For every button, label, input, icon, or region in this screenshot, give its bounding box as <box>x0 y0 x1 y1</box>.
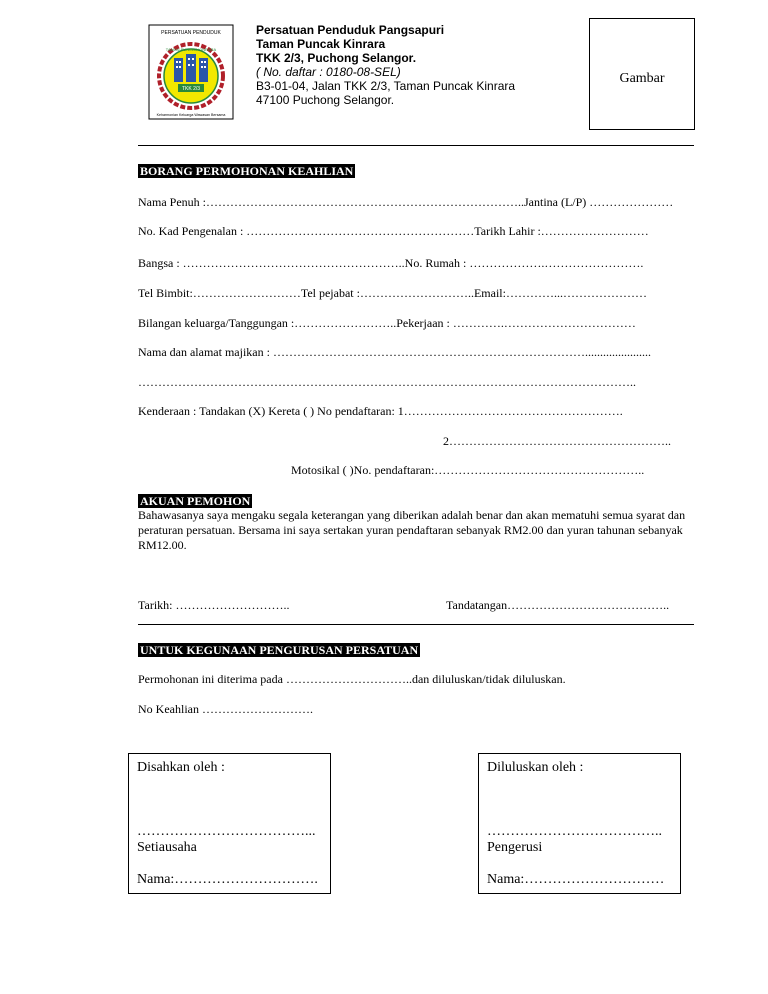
diluluskan-signature-line[interactable]: ……………………………….. <box>487 824 662 839</box>
field-nama-penuh[interactable]: Nama Penuh :……………………………………………………………………..Jantina (L/P) ………………… <box>138 195 674 209</box>
photo-label: Gambar <box>619 71 665 86</box>
field-majikan[interactable]: Nama dan alamat majikan : ……………………………………………………………………...................... <box>138 345 651 359</box>
diluluskan-box <box>478 753 681 894</box>
field-no-keahlian[interactable]: No Keahlian ………………………. <box>138 702 313 716</box>
org-address-line-2: 47100 Puchong Selangor. <box>256 93 395 107</box>
pengurusan-title: UNTUK KEGUNAAN PENGURUSAN PERSATUAN <box>140 643 419 657</box>
logo-graphic <box>148 24 234 120</box>
diluluskan-heading: Diluluskan oleh : <box>487 760 584 775</box>
setiausaha-label: Setiausaha <box>137 840 197 855</box>
pengerusi-label: Pengerusi <box>487 840 543 855</box>
logo-top-text: PERSATUAN PENDUDUK <box>161 30 221 36</box>
field-kenderaan-kereta-2[interactable]: 2……………………………………………….. <box>443 434 671 448</box>
org-address-line-1: B3-01-04, Jalan TKK 2/3, Taman Puncak Kinrara <box>256 79 516 93</box>
logo-bottom-text: Keharmonian Keluarga Wawasan Bersama <box>156 113 226 117</box>
disahkan-box <box>128 753 331 894</box>
field-kenderaan-kereta[interactable]: Kenderaan : Tandakan (X) Kereta ( ) No pendaftaran: 1………………………………………………. <box>138 404 623 418</box>
akuan-title: AKUAN PEMOHON <box>140 494 251 508</box>
association-logo <box>148 24 234 120</box>
field-majikan-continued[interactable]: …………………………………………………………………………………………………………….. <box>138 375 636 389</box>
header-divider <box>138 145 694 146</box>
org-registration: ( No. daftar : 0180-08-SEL) <box>256 65 401 79</box>
org-place: TKK 2/3, Puchong Selangor. <box>256 51 417 65</box>
setiausaha-nama[interactable]: Nama:…………………………. <box>137 872 318 887</box>
field-kad-pengenalan[interactable]: No. Kad Pengenalan : …………………………………………………Tarikh Lahir :……………………… <box>138 224 649 238</box>
akuan-divider <box>138 624 694 625</box>
field-bangsa[interactable]: Bangsa : ………………………………………………..No. Rumah : ……………….……………………. <box>138 256 644 270</box>
field-tandatangan[interactable]: Tandatangan………………………………….. <box>446 598 670 612</box>
disahkan-heading: Disahkan oleh : <box>137 760 225 775</box>
logo-arc-text: TAMAN PUNCAK KINRARA <box>165 47 217 52</box>
photo-box <box>589 18 695 130</box>
field-motosikal[interactable]: Motosikal ( )No. pendaftaran:…………………………………………….. <box>291 463 645 477</box>
field-keluarga[interactable]: Bilangan keluarga/Tanggungan :……………………..Pekerjaan : ………….…………………………… <box>138 316 636 330</box>
akuan-text: Bahawasanya saya mengaku segala keterangan yang diberikan adalah benar dan akan mematuhi semua syarat dan peraturan persatuan. Bersama ini saya sertakan yuran pendaftaran sebanyak RM2.00 dan yuran tahunan sebanyak RM12.00. <box>138 508 686 552</box>
disahkan-signature-line[interactable]: ………………………………... <box>137 824 316 839</box>
org-area: Taman Puncak Kinrara <box>256 37 386 51</box>
form-title: BORANG PERMOHONAN KEAHLIAN <box>140 164 354 178</box>
field-tarikh[interactable]: Tarikh: ……………………….. <box>138 598 290 612</box>
pengerusi-nama[interactable]: Nama:………………………… <box>487 872 665 887</box>
field-telefon[interactable]: Tel Bimbit:………………………Tel pejabat :………………………..Email:…………...………………… <box>138 286 647 300</box>
field-permohonan-diterima[interactable]: Permohonan ini diterima pada …………………………..dan diluluskan/tidak diluluskan. <box>138 672 566 686</box>
org-name: Persatuan Penduduk Pangsapuri <box>256 23 445 37</box>
logo-badge-text: TKK 2/3 <box>181 86 201 92</box>
